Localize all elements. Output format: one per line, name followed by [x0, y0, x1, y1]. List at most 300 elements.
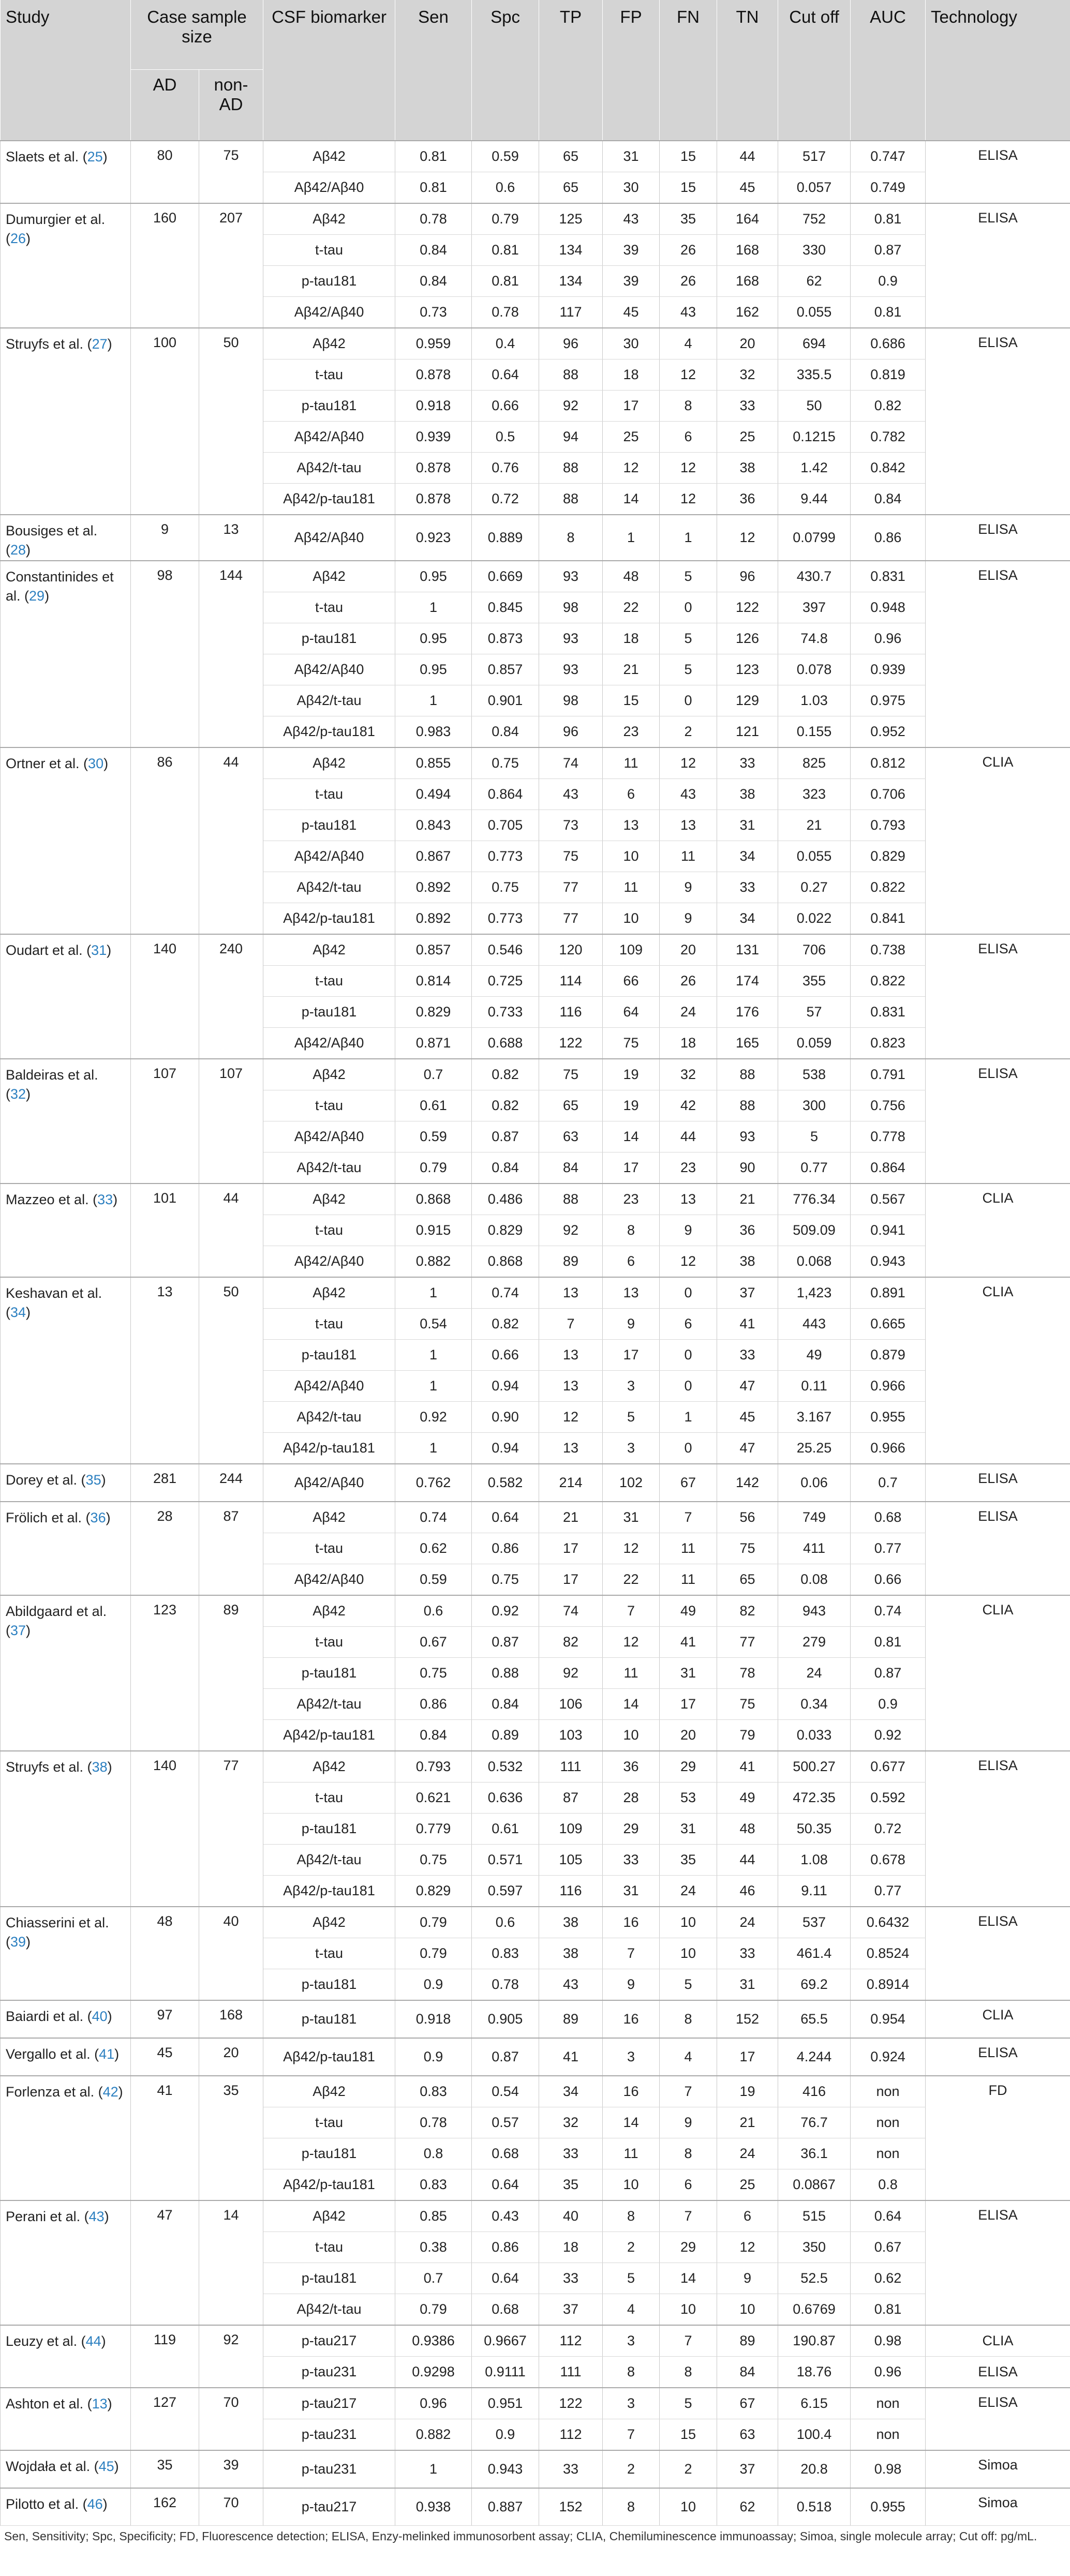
fp-cell: 5 [603, 2263, 660, 2294]
tp-cell: 18 [539, 2231, 603, 2263]
fn-cell: 24 [660, 996, 717, 1027]
table-row [1, 2325, 1070, 2357]
auc-cell: 0.87 [851, 235, 926, 266]
fn-cell: 12 [660, 1246, 717, 1277]
table-row [1, 203, 1070, 235]
tn-cell: 17 [717, 2038, 778, 2076]
fp-cell: 13 [603, 1277, 660, 1309]
cutoff-cell: 1.42 [778, 453, 851, 484]
fp-cell: 48 [603, 561, 660, 592]
fp-cell: 64 [603, 996, 660, 1027]
tp-cell: 74 [539, 747, 603, 779]
non-ad-count: 92 [199, 2325, 263, 2388]
fn-cell: 23 [660, 1152, 717, 1184]
fn-cell: 11 [660, 841, 717, 872]
sen-cell: 0.84 [395, 1719, 472, 1751]
biomarker-cell: Aβ42/Aβ40 [263, 1370, 395, 1401]
fn-cell: 7 [660, 1502, 717, 1533]
biomarker-cell: Aβ42 [263, 1059, 395, 1090]
fn-cell: 15 [660, 2419, 717, 2450]
sen-cell: 0.83 [395, 2076, 472, 2107]
biomarker-cell: Aβ42/p-tau181 [263, 1432, 395, 1464]
reference-link[interactable]: 45 [98, 2458, 114, 2474]
technology-cell: ELISA [926, 2388, 1070, 2450]
cutoff-cell: 430.7 [778, 561, 851, 592]
fn-cell: 7 [660, 2325, 717, 2357]
reference-link[interactable]: 32 [10, 1086, 26, 1102]
tn-cell: 122 [717, 592, 778, 623]
cutoff-cell: 749 [778, 1502, 851, 1533]
sen-cell: 0.95 [395, 654, 472, 685]
study-name-close: ) [101, 1472, 106, 1488]
cutoff-cell: 52.5 [778, 2263, 851, 2294]
sen-cell: 0.74 [395, 1502, 472, 1533]
auc-cell: 0.92 [851, 1719, 926, 1751]
fp-cell: 11 [603, 1657, 660, 1688]
auc-cell: 0.72 [851, 1813, 926, 1844]
auc-cell: 0.81 [851, 297, 926, 328]
auc-cell: 0.738 [851, 934, 926, 966]
fp-cell: 5 [603, 1401, 660, 1432]
reference-link[interactable]: 25 [87, 149, 103, 164]
auc-cell: 0.822 [851, 872, 926, 903]
spc-cell: 0.87 [472, 2038, 539, 2076]
sen-cell: 0.95 [395, 623, 472, 654]
tp-cell: 77 [539, 872, 603, 903]
sen-cell: 0.84 [395, 266, 472, 297]
technology-cell: ELISA [926, 561, 1070, 747]
auc-cell: 0.62 [851, 2263, 926, 2294]
auc-cell: 0.84 [851, 484, 926, 515]
cutoff-cell: 50.35 [778, 1813, 851, 1844]
tn-cell: 33 [717, 1938, 778, 1969]
auc-cell: 0.592 [851, 1782, 926, 1813]
spc-cell: 0.94 [472, 1370, 539, 1401]
tn-cell: 45 [717, 172, 778, 204]
cutoff-cell: 0.033 [778, 1719, 851, 1751]
reference-link[interactable]: 35 [85, 1472, 101, 1488]
study-cell [1, 1059, 131, 1184]
spc-cell: 0.88 [472, 1657, 539, 1688]
biomarker-cell: Aβ42/t-tau [263, 685, 395, 716]
spc-cell: 0.59 [472, 141, 539, 172]
study-name: Struyfs et al. ( [6, 336, 92, 352]
reference-link[interactable]: 37 [10, 1622, 26, 1638]
biomarker-cell: Aβ42/Aβ40 [263, 515, 395, 561]
cutoff-cell: 443 [778, 1308, 851, 1339]
sen-cell: 0.923 [395, 515, 472, 561]
fp-cell: 31 [603, 1875, 660, 1907]
sen-cell: 0.79 [395, 1152, 472, 1184]
study-name-close: ) [107, 2008, 112, 2024]
auc-cell: 0.706 [851, 778, 926, 810]
fn-cell: 20 [660, 934, 717, 966]
ad-count: 9 [131, 515, 199, 561]
tp-cell: 116 [539, 996, 603, 1027]
technology-cell: ELISA [926, 2356, 1070, 2388]
cutoff-cell: 397 [778, 592, 851, 623]
non-ad-count: 70 [199, 2388, 263, 2450]
fn-cell: 0 [660, 685, 717, 716]
reference-link[interactable]: 38 [92, 1759, 108, 1775]
biomarker-cell: t-tau [263, 592, 395, 623]
tn-cell: 34 [717, 841, 778, 872]
fn-cell: 4 [660, 328, 717, 360]
fn-cell: 29 [660, 2231, 717, 2263]
reference-link[interactable]: 34 [10, 1304, 26, 1320]
spc-cell: 0.84 [472, 716, 539, 747]
biomarker-cell: t-tau [263, 1782, 395, 1813]
biomarker-cell: p-tau181 [263, 810, 395, 841]
fp-cell: 2 [603, 2450, 660, 2488]
fp-cell: 14 [603, 2107, 660, 2138]
ad-count: 119 [131, 2325, 199, 2388]
biomarker-cell: Aβ42/Aβ40 [263, 422, 395, 453]
tp-cell: 38 [539, 1938, 603, 1969]
ad-count: 98 [131, 561, 199, 747]
tn-cell: 38 [717, 453, 778, 484]
biomarker-cell: t-tau [263, 1090, 395, 1121]
cutoff-cell: 416 [778, 2076, 851, 2107]
tp-cell: 82 [539, 1626, 603, 1657]
cutoff-cell: 517 [778, 141, 851, 172]
biomarker-cell: Aβ42/Aβ40 [263, 1246, 395, 1277]
study-name: Dumurgier et al. ( [6, 212, 106, 247]
study-cell [1, 1907, 131, 2000]
cutoff-cell: 0.057 [778, 172, 851, 204]
fn-cell: 20 [660, 1719, 717, 1751]
tn-cell: 164 [717, 203, 778, 235]
fp-cell: 39 [603, 266, 660, 297]
tn-cell: 65 [717, 1564, 778, 1595]
reference-link[interactable]: 31 [91, 942, 107, 958]
fp-cell: 12 [603, 1626, 660, 1657]
non-ad-count: 44 [199, 747, 263, 934]
sen-cell: 0.67 [395, 1626, 472, 1657]
reference-link[interactable]: 28 [10, 542, 26, 558]
technology-cell: Simoa [926, 2488, 1070, 2526]
technology-cell: Simoa [926, 2450, 1070, 2488]
auc-cell: 0.823 [851, 1027, 926, 1059]
cutoff-cell: 0.068 [778, 1246, 851, 1277]
sen-cell: 0.983 [395, 716, 472, 747]
biomarker-cell: p-tau181 [263, 623, 395, 654]
tn-cell: 63 [717, 2419, 778, 2450]
fn-cell: 8 [660, 391, 717, 422]
tn-cell: 84 [717, 2356, 778, 2388]
reference-link[interactable]: 13 [92, 2395, 108, 2412]
tn-cell: 75 [717, 1533, 778, 1564]
reference-link[interactable]: 41 [99, 2046, 115, 2062]
spc-cell: 0.773 [472, 841, 539, 872]
study-cell [1, 1277, 131, 1464]
reference-link[interactable]: 43 [88, 2208, 105, 2224]
tn-cell: 129 [717, 685, 778, 716]
spc-cell: 0.951 [472, 2388, 539, 2419]
fp-cell: 31 [603, 141, 660, 172]
auc-cell: non [851, 2138, 926, 2169]
cutoff-cell: 0.518 [778, 2488, 851, 2526]
cutoff-cell: 0.022 [778, 903, 851, 934]
fp-cell: 6 [603, 778, 660, 810]
reference-link[interactable]: 27 [92, 336, 108, 352]
study-name: Baiardi et al. ( [6, 2008, 92, 2024]
tp-cell: 65 [539, 172, 603, 204]
reference-link[interactable]: 30 [88, 755, 104, 771]
study-name-close: ) [103, 755, 109, 771]
spc-cell: 0.90 [472, 1401, 539, 1432]
tn-cell: 62 [717, 2488, 778, 2526]
sen-cell: 0.79 [395, 2294, 472, 2325]
biomarker-cell: p-tau217 [263, 2388, 395, 2419]
tn-cell: 165 [717, 1027, 778, 1059]
ad-count: 162 [131, 2488, 199, 2526]
reference-link[interactable]: 42 [102, 2084, 118, 2100]
fn-cell: 1 [660, 515, 717, 561]
tn-cell: 162 [717, 297, 778, 328]
reference-link[interactable]: 39 [10, 1934, 26, 1950]
technology-cell: CLIA [926, 2325, 1070, 2357]
table-footnote: Sen, Sensitivity; Spc, Specificity; FD, Fluorescence detection; ELISA, Enzy-melinked immunosorbent assay; CLIA, Chemiluminescence immunoassay; Simoa, single molecule array; Cut off: pg/mL. [4, 2529, 1037, 2543]
tn-cell: 90 [717, 1152, 778, 1184]
study-name-close: ) [26, 1086, 31, 1102]
non-ad-count: 107 [199, 1059, 263, 1184]
biomarker-cell: Aβ42 [263, 1184, 395, 1215]
fn-cell: 0 [660, 1339, 717, 1370]
spc-cell: 0.669 [472, 561, 539, 592]
sen-cell: 0.73 [395, 297, 472, 328]
study-name: Wojdała et al. ( [6, 2458, 99, 2474]
biomarker-cell: t-tau [263, 235, 395, 266]
tn-cell: 10 [717, 2294, 778, 2325]
biomarker-cell: p-tau231 [263, 2450, 395, 2488]
fp-cell: 1 [603, 515, 660, 561]
study-name: Baldeiras et al. ( [6, 1067, 98, 1102]
fn-cell: 8 [660, 2000, 717, 2038]
fn-cell: 0 [660, 1370, 717, 1401]
tp-cell: 17 [539, 1564, 603, 1595]
reference-link[interactable]: 33 [97, 1191, 113, 1207]
auc-cell: 0.941 [851, 1215, 926, 1246]
ad-count: 28 [131, 1502, 199, 1595]
fn-cell: 5 [660, 654, 717, 685]
technology-cell: CLIA [926, 1184, 1070, 1277]
study-cell [1, 747, 131, 934]
study-name-close: ) [113, 1191, 118, 1207]
fp-cell: 2 [603, 2231, 660, 2263]
header-tp: TP [539, 0, 603, 141]
sen-cell: 0.892 [395, 903, 472, 934]
spc-cell: 0.75 [472, 1564, 539, 1595]
biomarker-cell: Aβ42 [263, 141, 395, 172]
tp-cell: 96 [539, 716, 603, 747]
sen-cell: 0.86 [395, 1688, 472, 1719]
tn-cell: 49 [717, 1782, 778, 1813]
auc-cell: 0.96 [851, 623, 926, 654]
spc-cell: 0.75 [472, 872, 539, 903]
fn-cell: 0 [660, 1277, 717, 1309]
study-cell [1, 1502, 131, 1595]
cutoff-cell: 300 [778, 1090, 851, 1121]
tp-cell: 134 [539, 235, 603, 266]
study-cell [1, 2388, 131, 2450]
tp-cell: 93 [539, 561, 603, 592]
header-tn: TN [717, 0, 778, 141]
fp-cell: 30 [603, 328, 660, 360]
sen-cell: 0.81 [395, 172, 472, 204]
study-name: Oudart et al. ( [6, 942, 92, 958]
header-fp: FP [603, 0, 660, 141]
auc-cell: non [851, 2076, 926, 2107]
spc-cell: 0.6 [472, 1907, 539, 1938]
technology-cell: ELISA [926, 1751, 1070, 1907]
study-cell [1, 2076, 131, 2200]
biomarker-cell: Aβ42 [263, 747, 395, 779]
fp-cell: 18 [603, 360, 660, 391]
sen-cell: 0.8 [395, 2138, 472, 2169]
study-name: Leuzy et al. ( [6, 2333, 86, 2349]
fp-cell: 18 [603, 623, 660, 654]
non-ad-count: 87 [199, 1502, 263, 1595]
tn-cell: 33 [717, 872, 778, 903]
spc-cell: 0.82 [472, 1059, 539, 1090]
technology-cell: ELISA [926, 1502, 1070, 1595]
fp-cell: 45 [603, 297, 660, 328]
auc-cell: 0.954 [851, 2000, 926, 2038]
tn-cell: 79 [717, 1719, 778, 1751]
biomarker-cell: Aβ42 [263, 1277, 395, 1309]
header-technology: Technology [926, 0, 1070, 141]
tn-cell: 168 [717, 235, 778, 266]
auc-cell: 0.81 [851, 2294, 926, 2325]
fn-cell: 12 [660, 453, 717, 484]
study-cell [1, 2200, 131, 2325]
fn-cell: 11 [660, 1564, 717, 1595]
spc-cell: 0.4 [472, 328, 539, 360]
fn-cell: 5 [660, 1969, 717, 2000]
tn-cell: 75 [717, 1688, 778, 1719]
tn-cell: 33 [717, 391, 778, 422]
ad-count: 160 [131, 203, 199, 328]
biomarker-cell: Aβ42/Aβ40 [263, 654, 395, 685]
reference-link[interactable]: 46 [87, 2496, 103, 2512]
reference-link[interactable]: 26 [10, 231, 26, 247]
non-ad-count: 35 [199, 2076, 263, 2200]
tp-cell: 65 [539, 141, 603, 172]
spc-cell: 0.81 [472, 235, 539, 266]
spc-cell: 0.76 [472, 453, 539, 484]
tp-cell: 13 [539, 1277, 603, 1309]
auc-cell: 0.924 [851, 2038, 926, 2076]
cutoff-cell: 1.08 [778, 1844, 851, 1875]
fp-cell: 19 [603, 1059, 660, 1090]
cutoff-cell: 776.34 [778, 1184, 851, 1215]
tn-cell: 123 [717, 654, 778, 685]
table-row [1, 1907, 1070, 1938]
spc-cell: 0.66 [472, 1339, 539, 1370]
tn-cell: 126 [717, 623, 778, 654]
sen-cell: 0.793 [395, 1751, 472, 1783]
biomarker-cell: p-tau181 [263, 2000, 395, 2038]
sen-cell: 1 [395, 1339, 472, 1370]
tp-cell: 17 [539, 1533, 603, 1564]
fp-cell: 22 [603, 592, 660, 623]
study-cell [1, 2000, 131, 2038]
reference-link[interactable]: 29 [29, 588, 45, 604]
non-ad-count: 89 [199, 1595, 263, 1751]
fp-cell: 22 [603, 1564, 660, 1595]
ad-count: 100 [131, 328, 199, 515]
study-name-close: ) [101, 2333, 106, 2349]
spc-cell: 0.64 [472, 360, 539, 391]
study-name: Keshavan et al. ( [6, 1285, 102, 1320]
auc-cell: 0.879 [851, 1339, 926, 1370]
technology-cell: FD [926, 2076, 1070, 2200]
table-row [1, 2200, 1070, 2232]
tp-cell: 43 [539, 1969, 603, 2000]
sen-cell: 0.918 [395, 2000, 472, 2038]
tp-cell: 116 [539, 1875, 603, 1907]
biomarker-cell: p-tau217 [263, 2488, 395, 2526]
tn-cell: 78 [717, 1657, 778, 1688]
reference-link[interactable]: 44 [85, 2333, 101, 2349]
auc-cell: 0.67 [851, 2231, 926, 2263]
spc-cell: 0.81 [472, 266, 539, 297]
cutoff-cell: 509.09 [778, 1215, 851, 1246]
fn-cell: 26 [660, 235, 717, 266]
study-name-close: ) [26, 1304, 31, 1320]
sen-cell: 0.892 [395, 872, 472, 903]
tn-cell: 47 [717, 1370, 778, 1401]
ad-count: 80 [131, 141, 199, 203]
biomarker-cell: Aβ42 [263, 934, 395, 966]
reference-link[interactable]: 40 [92, 2008, 108, 2024]
fp-cell: 3 [603, 1432, 660, 1464]
cutoff-cell: 472.35 [778, 1782, 851, 1813]
technology-cell: ELISA [926, 1464, 1070, 1502]
study-cell [1, 515, 131, 561]
study-name-close: ) [118, 2084, 123, 2100]
tn-cell: 48 [717, 1813, 778, 1844]
fp-cell: 3 [603, 1370, 660, 1401]
biomarker-cell: Aβ42/t-tau [263, 1844, 395, 1875]
tn-cell: 36 [717, 1215, 778, 1246]
cutoff-cell: 69.2 [778, 1969, 851, 2000]
fp-cell: 14 [603, 1688, 660, 1719]
fp-cell: 7 [603, 2419, 660, 2450]
reference-link[interactable]: 36 [90, 1509, 106, 1525]
tp-cell: 43 [539, 778, 603, 810]
sen-cell: 0.9298 [395, 2356, 472, 2388]
tn-cell: 168 [717, 266, 778, 297]
sen-cell: 0.915 [395, 1215, 472, 1246]
spc-cell: 0.84 [472, 1152, 539, 1184]
study-cell [1, 1184, 131, 1277]
fn-cell: 11 [660, 1533, 717, 1564]
biomarker-cell: Aβ42/t-tau [263, 2294, 395, 2325]
fn-cell: 8 [660, 2138, 717, 2169]
fp-cell: 16 [603, 2000, 660, 2038]
non-ad-count: 244 [199, 1464, 263, 1502]
study-name: Mazzeo et al. ( [6, 1191, 98, 1207]
fp-cell: 7 [603, 1938, 660, 1969]
fn-cell: 10 [660, 2294, 717, 2325]
tp-cell: 103 [539, 1719, 603, 1751]
fn-cell: 42 [660, 1090, 717, 1121]
study-name-close: ) [106, 1509, 111, 1525]
auc-cell: 0.782 [851, 422, 926, 453]
cutoff-cell: 355 [778, 965, 851, 996]
